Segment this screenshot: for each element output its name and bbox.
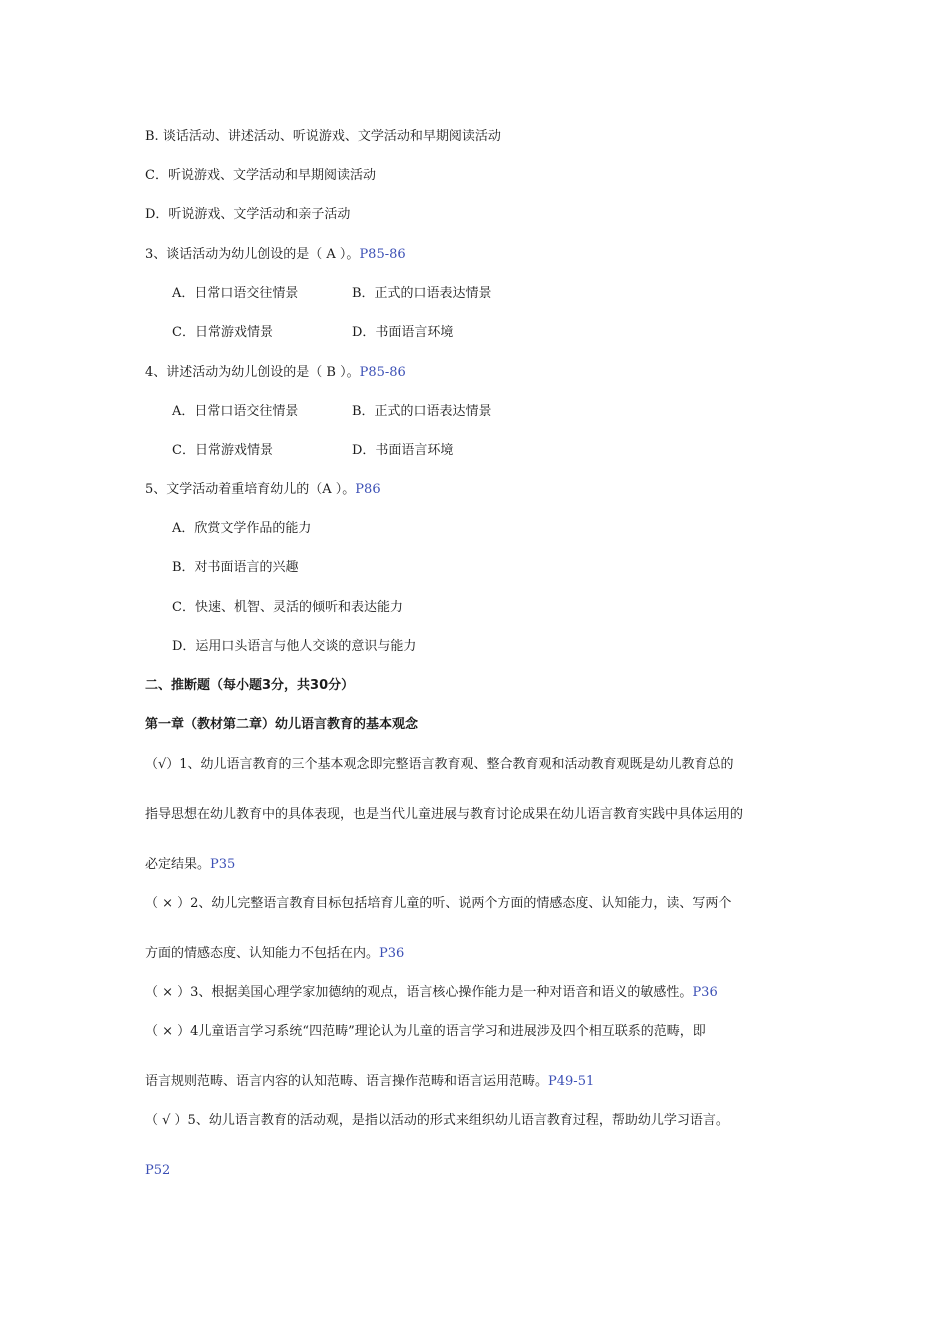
tf5-line1: （ √ ）5、幼儿语言教育的活动观，是指以活动的形式来组织幼儿语言教育过程，帮助幼儿学习语言。 (145, 1113, 729, 1128)
section-title: 二、推断题（每小题3分，共30分） (145, 678, 355, 693)
tf1-line3 (145, 856, 235, 874)
q3-option-c: C．日常游戏情景 (172, 325, 273, 340)
q5-page-ref: P86 (355, 482, 381, 497)
q2-option-d: D．听说游戏、文学活动和亲子活动 (145, 207, 351, 222)
tf2-line2-text: 方面的情感态度、认知能力不包括在内。 (145, 946, 380, 961)
q5-stem-text: 5、文学活动着重培育幼儿的（A ）。 (145, 482, 356, 497)
tf4-line2-text: 语言规则范畴、语言内容的认知范畴、语言操作范畴和语言运用范畴。 (145, 1074, 549, 1089)
q5-option-b: B．对书面语言的兴趣 (172, 560, 299, 575)
tf2-line2 (145, 945, 404, 963)
q3-page-ref: P85-86 (359, 247, 406, 262)
tf1-line3-text: 必定结果。 (145, 857, 211, 872)
q4-option-c: C．日常游戏情景 (172, 443, 273, 458)
tf4-line2 (145, 1073, 594, 1091)
q4-option-b: B．正式的口语表达情景 (352, 404, 492, 419)
tf1-line1: （√）1、幼儿语言教育的三个基本观念即完整语言教育观、整合教育观和活动教育观既是幼儿教育总的 (145, 757, 734, 772)
q2-option-b: B. 谈话活动、讲述活动、听说游戏、文学活动和早期阅读活动 (145, 129, 501, 144)
q4-options-row1 (172, 403, 492, 421)
tf5-page-ref: P52 (145, 1163, 171, 1178)
tf3-line1 (145, 984, 718, 1002)
q3-options-row2 (172, 324, 454, 342)
tf4-line1: （ × ）4儿童语言学习系统“四范畴”理论认为儿童的语言学习和进展涉及四个相互联系的范畴，即 (145, 1024, 706, 1039)
tf1-page-ref: P35 (210, 857, 236, 872)
q3-stem (145, 246, 406, 264)
q2-option-c: C．听说游戏、文学活动和早期阅读活动 (145, 168, 376, 183)
tf2-line1: （ × ）2、幼儿完整语言教育目标包括培育儿童的听、说两个方面的情感态度、认知能力，读、写两个 (145, 896, 732, 911)
q4-page-ref: P85-86 (359, 365, 406, 380)
q4-stem-text: 4、讲述活动为幼儿创设的是（ B ）。 (145, 365, 360, 380)
q5-option-d: D．运用口头语言与他人交谈的意识与能力 (172, 639, 417, 654)
q5-option-a: A．欣赏文学作品的能力 (172, 521, 312, 536)
tf4-page-ref: P49-51 (548, 1074, 595, 1089)
q4-option-d: D．书面语言环境 (352, 443, 454, 458)
q3-stem-text: 3、谈话活动为幼儿创设的是（ A ）。 (145, 247, 360, 262)
tf3-page-ref: P36 (692, 985, 718, 1000)
q3-options-row1 (172, 285, 492, 303)
q4-options-row2 (172, 442, 454, 460)
q3-option-b: B．正式的口语表达情景 (352, 286, 492, 301)
q4-option-a: A．日常口语交往情景 (172, 404, 299, 419)
q3-option-d: D．书面语言环境 (352, 325, 454, 340)
tf3-text: （ × ）3、根据美国心理学家加德纳的观点，语言核心操作能力是一种对语音和语义的敏感性。 (145, 985, 693, 1000)
q5-option-c: C．快速、机智、灵活的倾听和表达能力 (172, 600, 403, 615)
q5-stem (145, 481, 381, 499)
tf2-page-ref: P36 (379, 946, 405, 961)
tf1-line2: 指导思想在幼儿教育中的具体表现，也是当代儿童进展与教育讨论成果在幼儿语言教育实践中具体运用的 (145, 807, 744, 822)
q4-stem (145, 364, 406, 382)
chapter-title: 第一章（教材第二章）幼儿语言教育的基本观念 (145, 717, 419, 732)
q3-option-a: A．日常口语交往情景 (172, 286, 299, 301)
